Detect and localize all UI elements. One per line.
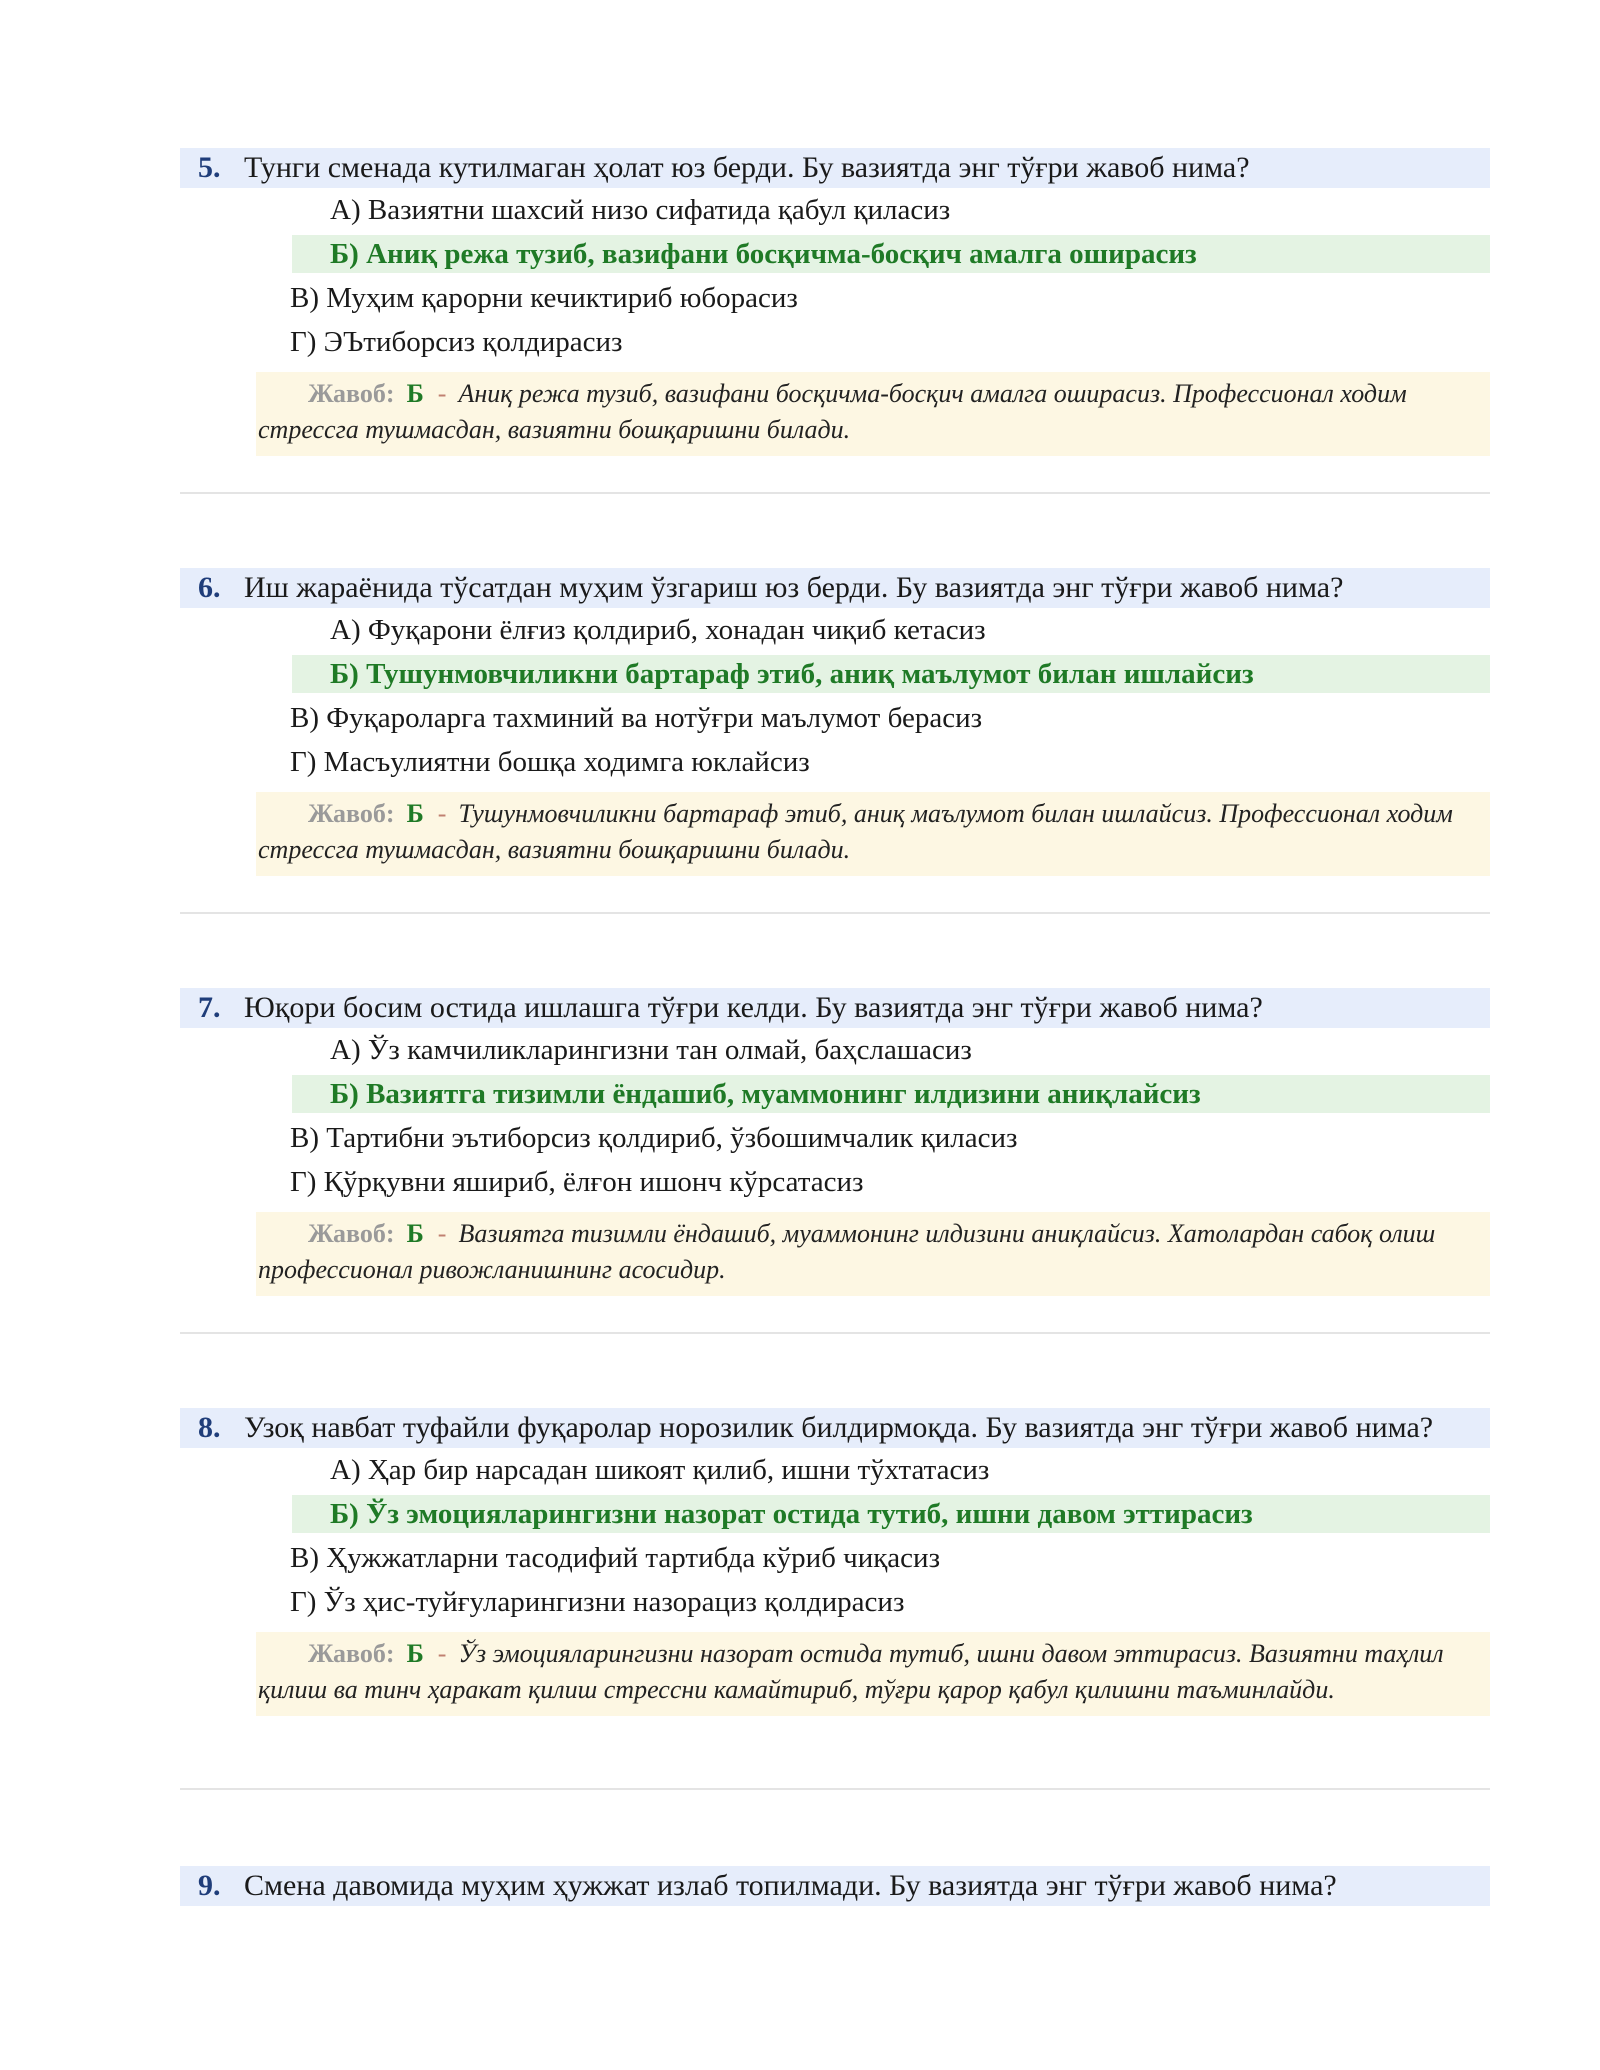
question-text: Тунги сменада кутилмаган ҳолат юз берди. Бу вазиятда энг тўғри жавоб нима? [244,151,1250,184]
answer-box [256,792,1490,876]
answer-label: Жавоб: [308,379,395,408]
divider [180,912,1490,914]
answer-letter: Б [406,799,424,828]
option-a: А) Вазиятни шахсий низо сифатида қабул қиласиз [330,194,951,226]
question-number: 5. [198,151,221,184]
option-g: Г) ЭЪтиборсиз қолдирасиз [290,326,623,358]
answer-box [256,372,1490,456]
answer-letter: Б [406,1639,424,1668]
option-a: А) Ўз камчиликларингизни тан олмай, баҳслашасиз [330,1034,972,1066]
question-header [180,988,1490,1028]
answer-letter: Б [406,1219,424,1248]
answer-box [256,1212,1490,1296]
option-a: А) Фуқарони ёлғиз қолдириб, хонадан чиқиб кетасиз [330,614,986,646]
answer-box [256,1632,1490,1716]
question-number: 6. [198,571,221,604]
option-v: В) Тартибни эътиборсиз қолдириб, ўзбошимчалик қиласиз [290,1122,1018,1154]
question-9 [180,1866,1490,1906]
answer-explanation: Вазиятга тизимли ёндашиб, муаммонинг илдизини аниқлайсиз. Хатолардан сабоқ олиш профессионал ривожланишнинг асосидир. [258,1219,1436,1284]
question-8 [180,1408,1490,1716]
answer-dash: - [437,1639,447,1668]
option-b-correct: Б) Тушунмовчиликни бартараф этиб, аниқ маълумот билан ишлайсиз [292,655,1490,693]
question-6 [180,568,1490,876]
option-b-correct: Б) Аниқ режа тузиб, вазифани босқичма-босқич амалга оширасиз [292,235,1490,273]
option-v: В) Фуқароларга тахминий ва нотўғри маълумот берасиз [290,702,983,734]
answer-explanation: Ўз эмоцияларингизни назорат остида тутиб, ишни давом эттирасиз. Вазиятни таҳлил қилиш ва тинч ҳаракат қилиш стрессни камайтириб, тўғри қарор қабул қилишни таъминлайди. [258,1639,1444,1704]
question-number: 9. [198,1869,221,1902]
answer-explanation: Аниқ режа тузиб, вазифани босқичма-босқич амалга оширасиз. Профессионал ходим стрессга тушмасдан, вазиятни бошқаришни билади. [258,379,1407,444]
answer-explanation: Тушунмовчиликни бартараф этиб, аниқ маълумот билан ишлайсиз. Профессионал ходим стрессга тушмасдан, вазиятни бошқаришни билади. [258,799,1453,864]
divider [180,492,1490,494]
answer-letter: Б [406,379,424,408]
question-header [180,1408,1490,1448]
question-header [180,568,1490,608]
divider [180,1788,1490,1790]
question-7 [180,988,1490,1296]
divider [180,1332,1490,1334]
answer-label: Жавоб: [308,1639,395,1668]
question-text: Смена давомида муҳим ҳужжат излаб топилмади. Бу вазиятда энг тўғри жавоб нима? [244,1869,1337,1902]
question-number: 7. [198,991,221,1024]
option-g: Г) Масъулиятни бошқа ходимга юклайсиз [290,746,810,778]
option-b-correct: Б) Вазиятга тизимли ёндашиб, муаммонинг илдизини аниқлайсиз [292,1075,1490,1113]
answer-dash: - [437,1219,447,1248]
option-v: В) Ҳужжатларни тасодифий тартибда кўриб чиқасиз [290,1542,941,1574]
option-a: А) Ҳар бир нарсадан шикоят қилиб, ишни тўхтатасиз [330,1454,990,1486]
question-text: Юқори босим остида ишлашга тўғри келди. Бу вазиятда энг тўғри жавоб нима? [244,991,1263,1024]
question-header [180,1866,1490,1906]
question-text: Узоқ навбат туфайли фуқаролар норозилик билдирмоқда. Бу вазиятда энг тўғри жавоб нима? [244,1411,1434,1444]
answer-label: Жавоб: [308,1219,395,1248]
option-v: В) Муҳим қарорни кечиктириб юборасиз [290,282,798,314]
option-b-correct: Б) Ўз эмоцияларингизни назорат остида тутиб, ишни давом эттирасиз [292,1495,1490,1533]
option-g: Г) Ўз ҳис-туйғуларингизни назорациз қолдирасиз [290,1586,905,1618]
question-number: 8. [198,1411,221,1444]
question-header [180,148,1490,188]
question-5 [180,148,1490,456]
answer-label: Жавоб: [308,799,395,828]
option-g: Г) Қўрқувни яшириб, ёлғон ишонч кўрсатасиз [290,1166,864,1198]
answer-dash: - [437,799,447,828]
answer-dash: - [437,379,447,408]
question-text: Иш жараёнида тўсатдан муҳим ўзгариш юз берди. Бу вазиятда энг тўғри жавоб нима? [244,571,1344,604]
